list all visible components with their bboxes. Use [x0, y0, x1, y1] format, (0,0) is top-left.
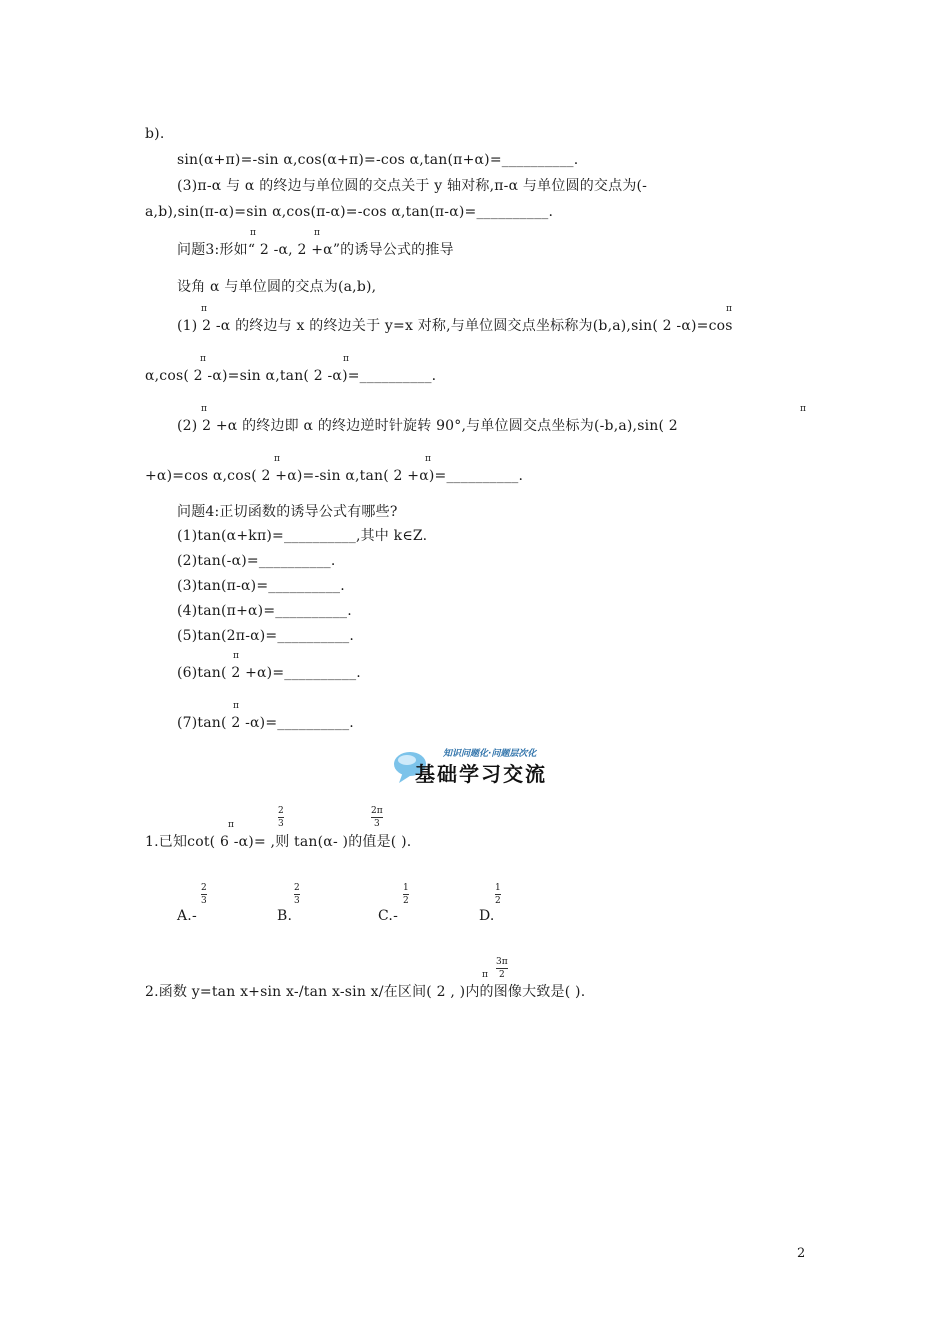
text-line: (6)tan( 2 +α)=__________.: [177, 665, 361, 681]
text-line: (7)tan( 2 -α)=__________.: [177, 715, 354, 731]
fraction: 1 2: [495, 883, 501, 906]
fraction: π: [343, 354, 349, 364]
text-line: (2)tan(-α)=__________.: [177, 553, 336, 569]
fraction: 2 3: [294, 883, 300, 906]
fraction: π: [482, 970, 488, 980]
fraction: 2 3: [201, 883, 207, 906]
text-line: 设角 α 与单位圆的交点为(a,b),: [177, 279, 377, 295]
text-line: (2) 2 +α 的终边即 α 的终边逆时针旋转 90°,与单位圆交点坐标为(-b,a),sin( 2: [177, 418, 678, 434]
fraction: π: [314, 228, 320, 238]
fraction: 2 3: [278, 806, 284, 829]
fraction: π: [726, 304, 732, 314]
text-line: α,cos( 2 -α)=sin α,tan( 2 -α)=__________.: [145, 368, 437, 384]
text-line: (5)tan(2π-α)=__________.: [177, 628, 355, 644]
banner-tagline: 知识问题化·问题层次化: [443, 749, 537, 759]
fraction: 3π 2: [496, 957, 508, 980]
fraction: π: [425, 454, 431, 464]
text-line: (1)tan(α+kπ)=__________,其中 k∈Z.: [177, 528, 428, 544]
fraction: π: [201, 404, 207, 414]
fraction: π: [233, 701, 239, 711]
text-line: sin(α+π)=-sin α,cos(α+π)=-cos α,tan(π+α)=__________.: [177, 152, 579, 168]
fraction: π: [800, 404, 806, 414]
fraction: π: [233, 651, 239, 661]
option-d: D.: [479, 908, 495, 924]
fraction: π: [250, 228, 256, 238]
option-c: C.-: [378, 908, 398, 924]
text-line: (3)tan(π-α)=__________.: [177, 578, 345, 594]
question: 1.已知cot( 6 -α)= ,则 tan(α- )的值是( ).: [145, 834, 412, 850]
fraction: 1 2: [403, 883, 409, 906]
fraction: π: [200, 354, 206, 364]
option-b: B.: [277, 908, 293, 924]
section-banner: [393, 746, 563, 786]
text-line: (3)π-α 与 α 的终边与单位圆的交点关于 y 轴对称,π-α 与单位圆的交点为(-: [177, 178, 648, 194]
fraction: π: [201, 304, 207, 314]
question: 2.函数 y=tan x+sin x-/tan x-sin x/在区间( 2 , )内的图像大致是( ).: [145, 984, 586, 1000]
text-line: b).: [145, 126, 165, 142]
option-a: A.-: [177, 908, 197, 924]
text-line: a,b),sin(π-α)=sin α,cos(π-α)=-cos α,tan(π-α)=__________.: [145, 204, 554, 220]
banner-title: 基础学习交流: [415, 762, 547, 786]
text-line: (1) 2 -α 的终边与 x 的终边关于 y=x 对称,与单位圆交点坐标称为(b,a),sin( 2 -α)=cos: [177, 318, 733, 334]
text-line: (4)tan(π+α)=__________.: [177, 603, 352, 619]
section-heading: 问题4:正切函数的诱导公式有哪些?: [177, 504, 398, 520]
fraction: π: [228, 820, 234, 830]
text-line: +α)=cos α,cos( 2 +α)=-sin α,tan( 2 +α)=__________.: [145, 468, 524, 484]
fraction: π: [274, 454, 280, 464]
page-number: 2: [797, 1246, 806, 1261]
section-heading: 问题3:形如“ 2 -α, 2 +α”的诱导公式的推导: [177, 242, 454, 258]
fraction: 2π 3: [371, 806, 383, 829]
